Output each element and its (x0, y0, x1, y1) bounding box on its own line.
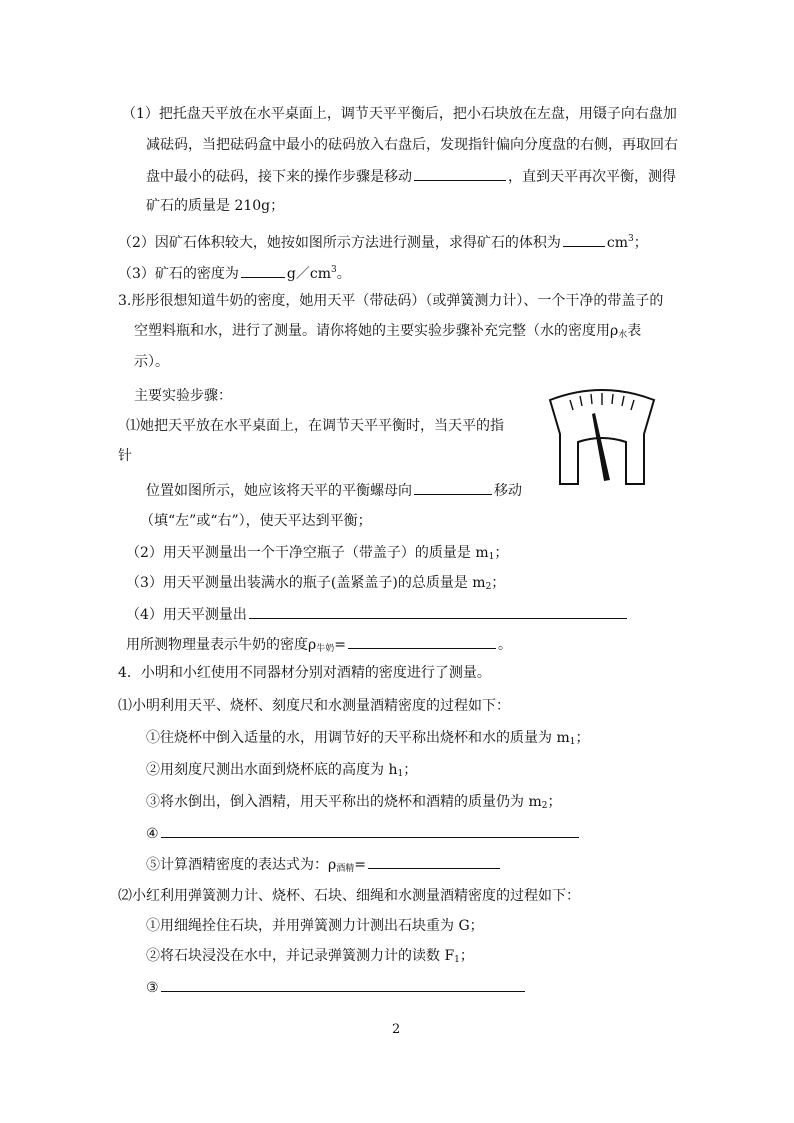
q2-part1-line4: 矿石的质量是 210g； (146, 198, 285, 214)
answer-blank[interactable] (414, 166, 506, 181)
subscript: 2 (485, 582, 492, 592)
subscript: 酒精 (336, 864, 355, 874)
q2-part1-line2: 减砝码，当把砝码盒中最小的砝码放入右盘后，发现指针偏向分度盘的右侧，再取回右 (146, 137, 678, 153)
punctuation: ； (403, 762, 418, 778)
punctuation: ； (575, 730, 590, 746)
q4-step-text: ③将水倒出，倒入酒精，用天平称出的烧杯和酒精的质量仍为 m (146, 794, 542, 810)
q3-line2-end: 表 (627, 323, 642, 339)
q3-step2-text: （2）用天平测量出一个干净空瓶子（带盖子）的质量是 m (126, 545, 489, 561)
q2-part1-line3 (146, 166, 676, 186)
q4-part2-step1: ①用细绳拴住石块，并用弹簧测力计测出石块重为 G； (146, 918, 484, 934)
q4-part2-step3 (146, 977, 527, 997)
q3-step4 (126, 604, 629, 624)
q3-step1-line3 (146, 480, 522, 500)
punctuation: ； (633, 235, 648, 251)
q3-step2 (126, 544, 508, 566)
q4-part1-step1 (146, 729, 589, 751)
q4-step-text: ①往烧杯中倒入适量的水，用调节好的天平称出烧杯和水的质量为 m (146, 730, 570, 746)
punctuation: 。 (336, 266, 351, 282)
subscript: 牛奶 (316, 644, 335, 654)
superscript: 3 (628, 234, 634, 244)
q3-line1: 3.彤彤很想知道牛奶的密度，她用天平（带砝码）（或弹簧测力计）、一个干净的带盖子的 (118, 293, 664, 309)
q3-step1-line3-text: 位置如图所示，她应该将天平的平衡螺母向 (146, 483, 412, 499)
q4-step-text: ②用刻度尺测出水面到烧杯底的高度为 h (146, 762, 398, 778)
q3-step1-line3-end: 移动 (494, 483, 522, 499)
q4-step-text: ⑤计算酒精密度的表达式为：ρ (146, 857, 337, 873)
balance-pointer-figure (540, 386, 664, 494)
q3-step3 (126, 574, 505, 596)
answer-blank[interactable] (348, 634, 496, 649)
q2-part2-text: （2）因矿石体积较大，她按如图所示方法进行测量，求得矿石的体积为 (118, 235, 561, 251)
superscript: 3 (331, 265, 337, 275)
q2-part3-text: （3）矿石的密度为 (118, 266, 239, 282)
q3-line3: 示）。 (134, 354, 169, 370)
q3-step5-text: 用所测物理量表示牛奶的密度ρ (126, 637, 317, 653)
q3-step1-line1: ⑴她把天平放在水平桌面上，在调节天平平衡时，当天平的指 (126, 418, 504, 434)
page-number: 2 (392, 1022, 401, 1037)
equals: = (354, 857, 366, 873)
answer-blank[interactable] (161, 823, 579, 838)
subscript: 1 (569, 737, 576, 747)
q4-title: 4．小明和小红使用不同器材分别对酒精的密度进行了测量。 (118, 665, 491, 681)
q3-step1-line2: 针 (118, 448, 132, 464)
q4-part1-step5 (146, 854, 502, 878)
subscript: 1 (397, 769, 404, 779)
answer-blank[interactable] (161, 977, 525, 992)
q4-part2-title: ⑵小红利用弹簧测力计、烧杯、石块、细绳和水测量酒精密度的过程如下： (118, 888, 580, 904)
punctuation: ； (491, 575, 506, 591)
unit-text: cm (606, 235, 629, 251)
q4-part2-step2 (146, 947, 474, 969)
q4-part1-step4 (146, 823, 581, 843)
q4-part1-step2 (146, 761, 417, 783)
balance-needle (592, 413, 610, 481)
q3-line2 (134, 322, 641, 344)
punctuation: ； (459, 948, 474, 964)
punctuation: ； (494, 545, 509, 561)
q3-step1-line4: （填“左”或“右”），使天平达到平衡； (140, 513, 372, 529)
q3-line2-text: 空塑料瓶和水，进行了测量。请你将她的主要实验步骤补充完整（水的密度用ρ (134, 323, 619, 339)
q3-step4-text: （4）用天平测量出 (126, 607, 247, 623)
q2-part3 (118, 261, 351, 283)
steps-title: 主要实验步骤： (134, 388, 232, 404)
answer-blank[interactable] (563, 232, 605, 247)
q2-part1-line3-text: 盘中最小的砝码，接下来的操作步骤是移动 (146, 169, 412, 185)
punctuation: 。 (497, 637, 512, 653)
unit-text: g／cm (286, 266, 331, 282)
equals: = (334, 637, 346, 653)
q4-step-text: ②将石块浸没在水中，并记录弹簧测力计的读数 F (146, 948, 455, 964)
subscript: 1 (488, 552, 495, 562)
answer-blank[interactable] (414, 480, 492, 495)
answer-blank[interactable] (241, 263, 285, 278)
q4-step-text: ④ (146, 826, 159, 842)
q4-step-text: ③ (146, 980, 159, 996)
q4-part1-title: ⑴小明利用天平、烧杯、刻度尺和水测量酒精密度的过程如下： (118, 698, 510, 714)
q3-step5 (126, 634, 512, 658)
subscript: 水 (618, 330, 628, 340)
subscript: 2 (541, 801, 548, 811)
answer-blank[interactable] (249, 604, 627, 619)
q2-part1-line3-text-end: ，直到天平再次平衡，测得 (508, 169, 676, 185)
subscript: 1 (454, 955, 460, 965)
answer-blank[interactable] (368, 854, 500, 869)
q2-part1-line1: （1）把托盘天平放在水平桌面上，调节天平平衡后，把小石块放在左盘，用镊子向右盘加 (122, 106, 677, 122)
q4-part1-step3 (146, 793, 561, 815)
q3-step3-text: （3）用天平测量出装满水的瓶子(盖紧盖子)的总质量是 m (126, 575, 486, 591)
q2-part2 (118, 230, 648, 252)
punctuation: ； (547, 794, 562, 810)
scale-ticks (570, 393, 634, 410)
